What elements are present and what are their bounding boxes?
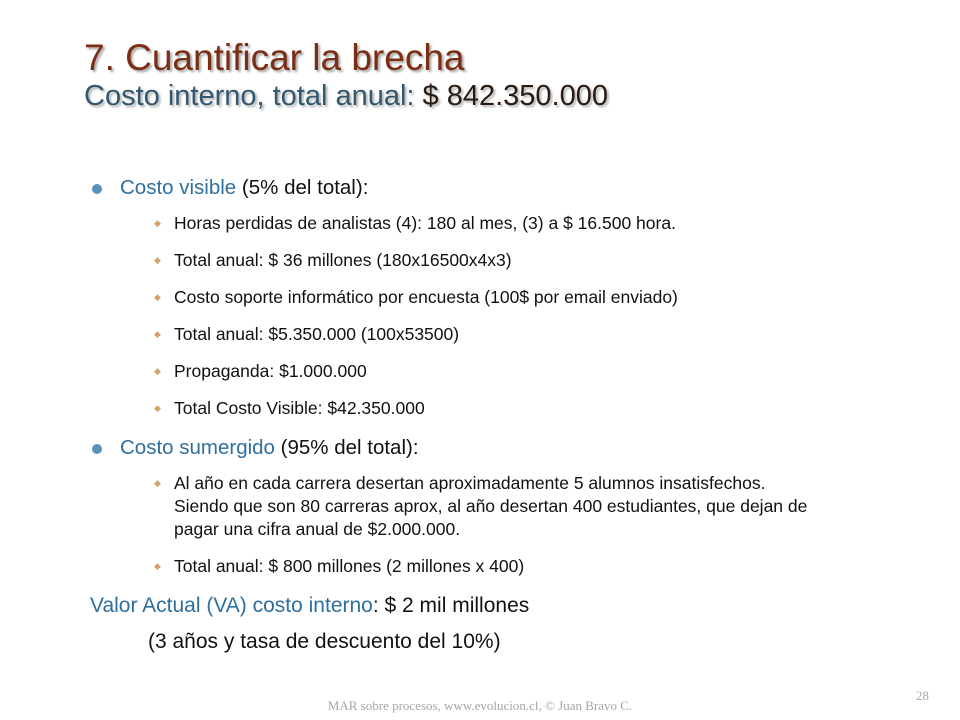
list-item	[146, 286, 814, 309]
bullet-diamond-icon: ◆	[154, 478, 161, 488]
present-value-label: Valor Actual (VA) costo interno	[90, 594, 373, 617]
bullet-diamond-icon: ◆	[154, 255, 161, 265]
list-item-text: Propaganda: $1.000.000	[174, 361, 367, 381]
bullet-diamond-icon: ◆	[154, 218, 161, 228]
title-block	[84, 36, 904, 112]
bullet-dot-icon	[92, 184, 102, 194]
section-label-highlight: Costo sumergido	[120, 436, 275, 459]
bullet-diamond-icon: ◆	[154, 561, 161, 571]
page-number: 28	[916, 688, 929, 703]
bullet-dot-icon	[92, 444, 102, 454]
present-value-amount: : $ 2 mil millones	[372, 594, 530, 617]
list-item-text: Al año en cada carrera desertan aproximadamente 5 alumnos insatisfechos. Siendo que son 80 carreras aprox, al año desertan 400 estudiantes, que dejan de pagar una cifra anual de $2.000.000.	[174, 473, 808, 539]
content-body	[92, 174, 892, 592]
section-label-rest: (95% del total):	[274, 436, 419, 459]
list-item-text: Total anual: $5.350.000 (100x53500)	[174, 324, 460, 344]
section-submerged-heading	[92, 434, 892, 462]
list-item-text: Horas perdidas de analistas (4): 180 al mes, (3) a $ 16.500 hora.	[174, 213, 676, 233]
list-item-text: Total anual: $ 36 millones (180x16500x4x3)	[174, 250, 512, 270]
section-visible-items	[146, 212, 892, 420]
section-label-highlight: Costo visible	[120, 176, 237, 199]
section-label-rest: (5% del total):	[236, 176, 369, 199]
bullet-diamond-icon: ◆	[154, 329, 161, 339]
list-item	[146, 360, 814, 383]
list-item	[146, 323, 814, 346]
bullet-diamond-icon: ◆	[154, 292, 161, 302]
list-item	[146, 249, 814, 272]
slide-title: 7. Cuantificar la brecha	[84, 37, 465, 78]
list-item-text: Total anual: $ 800 millones (2 millones x 400)	[174, 556, 525, 576]
subtitle-label: Costo interno, total anual:	[84, 80, 423, 112]
bullet-diamond-icon: ◆	[154, 366, 161, 376]
present-value-note: (3 años y tasa de descuento del 10%)	[148, 630, 501, 653]
bullet-diamond-icon: ◆	[154, 403, 161, 413]
list-item	[146, 212, 814, 235]
section-submerged-items	[146, 472, 892, 578]
list-item	[146, 397, 814, 420]
list-item-text: Costo soporte informático por encuesta (100$ por email enviado)	[174, 287, 678, 307]
list-item	[146, 472, 814, 541]
present-value-line	[90, 592, 529, 620]
list-item-text: Total Costo Visible: $42.350.000	[174, 398, 425, 418]
footer-credit: MAR sobre procesos, www.evolucion.cl, © Juan Bravo C.	[327, 698, 633, 713]
subtitle-amount: $ 842.350.000	[422, 80, 609, 112]
list-item	[146, 555, 814, 578]
slide-subtitle	[84, 80, 904, 112]
section-visible-heading	[92, 174, 892, 202]
